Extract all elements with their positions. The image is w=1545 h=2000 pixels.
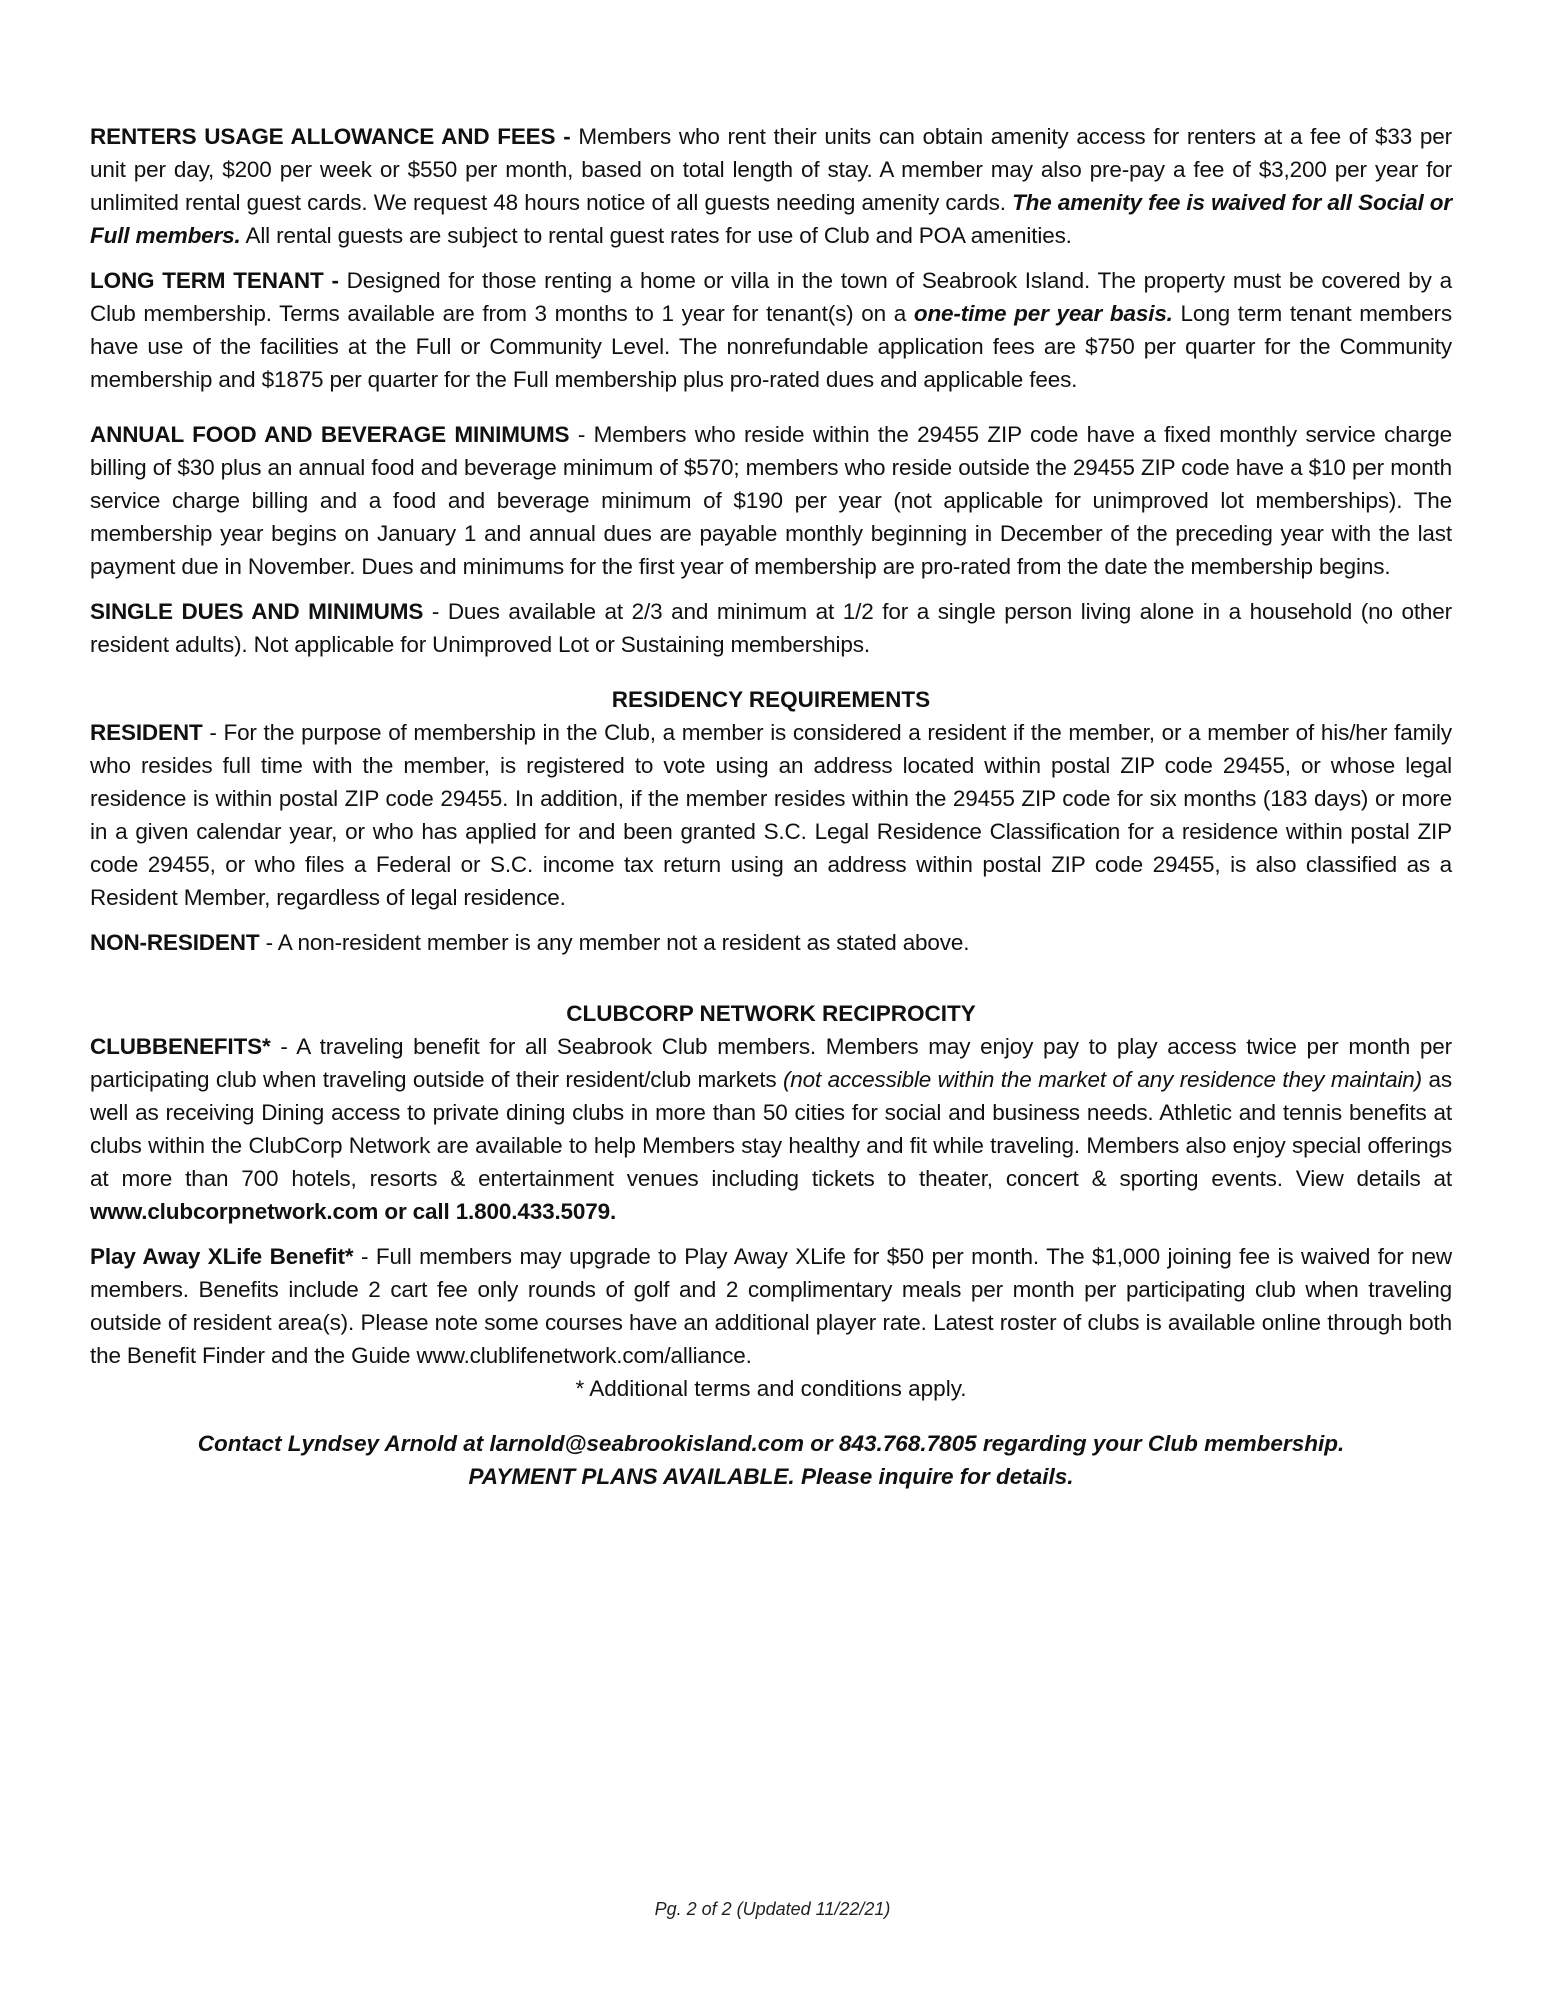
clubbenefits-italic-note: (not accessible within the market of any residence they maintain) — [782, 1067, 1423, 1092]
clubcorp-website-link[interactable]: www.clubcorpnetwork.com or call 1.800.433.5079. — [90, 1199, 617, 1224]
contact-line: Contact Lyndsey Arnold at larnold@seabrookisland.com or 843.768.7805 regarding your Club membership. — [197, 1431, 1345, 1456]
food-beverage-paragraph — [90, 418, 1452, 583]
renters-usage-text: Members who rent their units can obtain amenity access for renters at a fee of $33 per unit per day, $200 per week or $550 per month, based on total length of stay. A member may also pre-pay a fee of $3,200 per year for unlimited rental guest cards. We request 48 hours notice of all guests needing amenity cards. — [90, 124, 1452, 215]
clubbenefits-text: - A traveling benefit for all Seabrook Club members. Members may enjoy pay to play access twice per month per participating club when traveling outside of their resident/club markets — [90, 1034, 1452, 1092]
food-beverage-text: - Members who reside within the 29455 ZIP code have a fixed monthly service charge billing of $30 plus an annual food and beverage minimum of $570; members who reside outside the 29455 ZIP code have a $10 per month service charge billing and a food and beverage minimum of $190 per year (not applicable for unimproved lot memberships). The membership year begins on January 1 and annual dues are payable monthly beginning in December of the preceding year with the last payment due in November. Dues and minimums for the first year of membership are pro-rated from the date the membership begins. — [90, 422, 1452, 579]
renters-usage-heading: RENTERS USAGE ALLOWANCE AND FEES - — [90, 124, 571, 149]
residency-section-title: RESIDENCY REQUIREMENTS — [611, 687, 931, 712]
playaway-heading: Play Away XLife Benefit* — [90, 1244, 354, 1269]
terms-note: * Additional terms and conditions apply. — [575, 1376, 967, 1401]
renters-usage-emphasis: The amenity fee is waived for all Social or Full members. — [90, 190, 1452, 248]
payment-plans-line: PAYMENT PLANS AVAILABLE. Please inquire for details. — [468, 1464, 1074, 1489]
food-beverage-heading: ANNUAL FOOD AND BEVERAGE MINIMUMS — [90, 422, 570, 447]
single-dues-text: - Dues available at 2/3 and minimum at 1/2 for a single person living alone in a household (no other resident adults). Not applicable for Unimproved Lot or Sustaining memberships. — [90, 599, 1452, 657]
long-term-tenant-text: Designed for those renting a home or villa in the town of Seabrook Island. The property must be covered by a Club membership. Terms available are from 3 months to 1 year for tenant(s) on a — [90, 268, 1452, 326]
long-term-tenant-text-2: Long term tenant members have use of the facilities at the Full or Community Level. The nonrefundable application fees are $750 per quarter for the Community membership and $1875 per quarter for the Full membership plus pro-rated dues and applicable fees. — [90, 301, 1452, 392]
clubbenefits-text-2: as well as receiving Dining access to private dining clubs in more than 50 cities for social and business needs. Athletic and tennis benefits at clubs within the ClubCorp Network are available to help Members stay healthy and fit while traveling. Members also enjoy special offerings at more than 700 hotels, resorts & entertainment venues including tickets to theater, concert & sporting events. View details at — [90, 1067, 1452, 1191]
renters-usage-text-2: All rental guests are subject to rental guest rates for use of Club and POA amenities. — [240, 223, 1072, 248]
document-page — [90, 120, 1452, 1493]
resident-text: - For the purpose of membership in the Club, a member is considered a resident if the member, or a member of his/her family who resides full time with the member, is registered to vote using an address located within postal ZIP code 29455, or whose legal residence is within postal ZIP code 29455. In addition, if the member resides within the 29455 ZIP code for six months (183 days) or more in a given calendar year, or who has applied for and been granted S.C. Legal Residence Classification for a residence within postal ZIP code 29455, or who files a Federal or S.C. income tax return using an address within postal ZIP code 29455, is also classified as a Resident Member, regardless of legal residence. — [90, 720, 1452, 910]
nonresident-heading: NON-RESIDENT — [90, 930, 260, 955]
playaway-text: - Full members may upgrade to Play Away XLife for $50 per month. The $1,000 joining fee is waived for new members. Benefits include 2 cart fee only rounds of golf and 2 complimentary meals per month per participating club when traveling outside of resident area(s). Please note some courses have an additional player rate. Latest roster of clubs is available online through both the Benefit Finder and the Guide www.clublifenetwork.com/alliance. — [90, 1244, 1452, 1368]
long-term-tenant-emphasis: one-time per year basis. — [913, 301, 1173, 326]
long-term-tenant-paragraph — [90, 264, 1452, 396]
single-dues-paragraph — [90, 595, 1452, 661]
clubcorp-section-title: CLUBCORP NETWORK RECIPROCITY — [566, 1001, 976, 1026]
long-term-tenant-heading: LONG TERM TENANT - — [90, 268, 339, 293]
resident-paragraph — [90, 716, 1452, 914]
renters-usage-paragraph — [90, 120, 1452, 252]
clubbenefits-heading: CLUBBENEFITS* — [90, 1034, 271, 1059]
nonresident-text: - A non-resident member is any member not a resident as stated above. — [259, 930, 970, 955]
nonresident-paragraph — [90, 926, 1452, 959]
single-dues-heading: SINGLE DUES AND MINIMUMS — [90, 599, 424, 624]
page-footer: Pg. 2 of 2 (Updated 11/22/21) — [654, 1899, 891, 1919]
playaway-paragraph — [90, 1240, 1452, 1372]
clubbenefits-paragraph — [90, 1030, 1452, 1228]
resident-heading: RESIDENT — [90, 720, 203, 745]
